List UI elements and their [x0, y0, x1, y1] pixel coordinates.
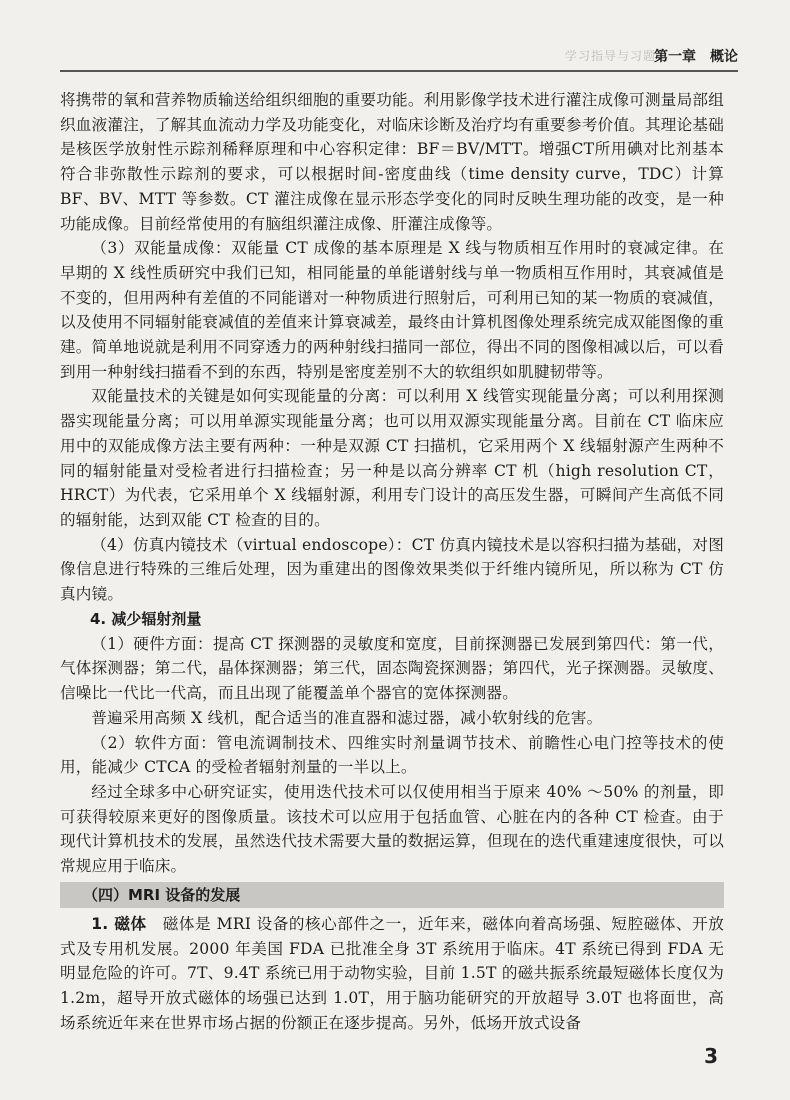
paragraph-perfusion: 将携带的氧和营养物质输送给组织细胞的重要功能。利用影像学技术进行灌注成像可测量局部组织血液灌注，了解其血流动力学及功能变化，对临床诊断及治疗均有重要参考价值。其理论基础是核医学放射性示踪剂稀释原理和中心容积定律：BF＝BV/MTT。增强CT所用碘对比剂基本符合非弥散性示踪剂的要求，可以根据时间-密度曲线（time density curve，TDC）计算 BF、BV、MTT 等参数。CT 灌注成像在显示形态学变化的同时反映生理功能的改变，是一种功能成像。目前经常使用的有脑组织灌注成像、肝灌注成像等。: [60, 91, 724, 233]
paragraph-virtual-endoscopy: （4）仿真内镜技术（virtual endoscope）：CT 仿真内镜技术是以容积扫描为基础，对图像信息进行特殊的三维后处理，因为重建出的图像效果类似于纤维内镜所见，所以称为 CT 仿真内镜。: [60, 535, 724, 604]
paragraph-dual-energy: （3）双能量成像：双能量 CT 成像的基本原理是 X 线与物质相互作用时的衰减定律。在早期的 X 线性质研究中我们已知，相同能量的单能谱射线与单一物质相互作用时，其衰减值是不变的，但用两种有差值的不同能谱对一种物质进行照射后，可利用已知的某一物质的衰减值，以及使用不同辐射能衰减值的差值来计算衰减差，最终由计算机图像处理系统完成双能图像的重建。简单地说就是利用不同穿透力的两种射线扫描同一部位，得出不同的图像相减以后，可以看到用一种射线扫描看不到的东西，特别是密度差别不大的软组织如肌腱韧带等。: [60, 239, 724, 381]
page-body: [60, 88, 724, 1035]
section-heading-mri: （四）MRI 设备的发展: [60, 882, 724, 908]
heading-reduce-dose: 4. 减少辐射剂量: [90, 609, 202, 628]
paragraph-magnet: [60, 912, 724, 1036]
page-number: 3: [704, 1044, 718, 1068]
paragraph-iterative: 经过全球多中心研究证实，使用迭代技术可以仅使用相当于原来 40% ～50% 的剂量，即可获得较原来更好的图像质量。该技术可以应用于包括血管、心脏在内的各种 CT 检查。由于现代计算机技术的发展，虽然迭代技术需要大量的数据运算，但现在的迭代重建速度很快，可以常规应用于临床。: [60, 782, 724, 876]
paragraph-software: （2）软件方面：管电流调制技术、四维实时剂量调节技术、前瞻性心电门控等技术的使用，能减少 CTCA 的受检者辐射剂量的一半以上。: [60, 733, 724, 777]
magnet-heading: 1. 磁体: [91, 914, 147, 933]
paragraph-high-frequency: 普遍采用高频 X 线机，配合适当的准直器和滤过器，减小软射线的危害。: [91, 708, 603, 727]
paragraph-energy-separation: 双能量技术的关键是如何实现能量的分离：可以利用 X 线管实现能量分离；可以利用探测器实现能量分离；可以用单源实现能量分离；也可以用双源实现能量分离。目前在 CT 临床应用中的双能成像方法主要有两种：一种是双源 CT 扫描机，它采用两个 X 线辐射源产生两种不同的辐射能量对受检者进行扫描检查；另一种是以高分辨率 CT 机（high resolution CT，HRCT）为代表，它采用单个 X 线辐射源，利用专门设计的高压发生器，可瞬间产生高低不同的辐射能，达到双能 CT 检查的目的。: [60, 387, 724, 529]
running-header: [60, 44, 738, 72]
paragraph-hardware: （1）硬件方面：提高 CT 探测器的灵敏度和宽度，目前探测器已发展到第四代：第一代，气体探测器；第二代，晶体探测器；第三代，固态陶瓷探测器；第四代，光子探测器。灵敏度、信噪比一代比一代高，而且出现了能覆盖单个器官的宽体探测器。: [60, 634, 724, 703]
chapter-label: 第一章 概论: [654, 49, 738, 65]
magnet-body: 磁体是 MRI 设备的核心部件之一，近年来，磁体向着高场强、短腔磁体、开放式及专用机发展。2000 年美国 FDA 已批准全身 3T 系统用于临床。4T 系统已得到 FDA 无明显危险的许可。7T、9.4T 系统已用于动物实验，目前 1.5T 的磁共振系统最短磁体长度仅为 1.2m，超导开放式磁体的场强已达到 1.0T，用于脑功能研究的开放超导 3.0T 也将面世，高场系统近年来在世界市场占据的份额正在逐步提高。另外，低场开放式设备: [60, 914, 725, 1032]
header-ghost-text: 学习指导与习题集: [565, 49, 670, 63]
